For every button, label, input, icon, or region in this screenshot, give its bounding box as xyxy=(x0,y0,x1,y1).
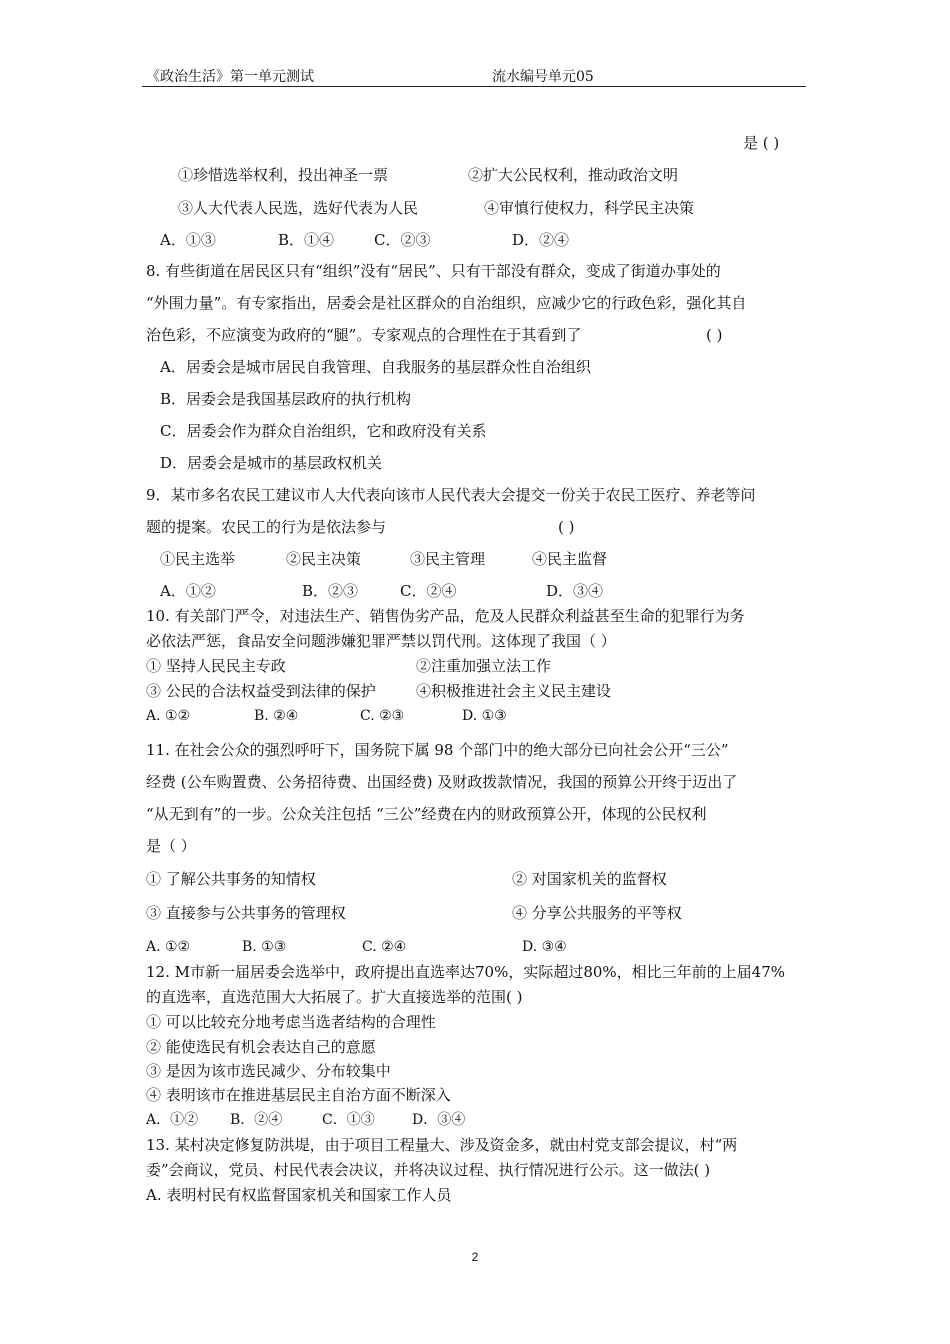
q9-choice-b: B．②③ xyxy=(302,582,359,600)
q11-option-2: ② 对国家机关的监督权 xyxy=(512,870,667,888)
q11-choice-a: A. ①② xyxy=(146,939,191,955)
q11-stem-line-3: “从无到有”的一步。公众关注包括 “三公”经费在内的财政预算公开，体现的公民权利 xyxy=(146,805,707,823)
q12-choice-b: B．②④ xyxy=(230,1112,283,1128)
header-rule xyxy=(142,86,806,87)
q8-stem-line-1: 8. 有些街道在居民区只有“组织”没有“居民”、只有干部没有群众，变成了街道办事处的 xyxy=(146,262,721,280)
q10-stem-line-2: 必依法严惩，食品安全问题涉嫌犯罪严禁以罚代刑。这体现了我国（ ） xyxy=(146,632,616,650)
q9-choice-d: D．③④ xyxy=(546,582,604,600)
q12-option-4: ④ 表明该市在推进基层民主自治方面不断深入 xyxy=(146,1086,451,1104)
q11-stem-line-2: 经费 (公车购置费、公务招待费、出国经费) 及财政拨款情况，我国的预算公开终于迈出了 xyxy=(146,773,738,791)
q7-choice-d: D．②④ xyxy=(512,231,570,249)
q7-option-1: ①珍惜选举权利，投出神圣一票 xyxy=(178,166,389,184)
q10-option-1: ① 坚持人民民主专政 xyxy=(146,657,286,675)
q9-option-4: ④民主监督 xyxy=(532,550,608,568)
q8-choice-b: B．居委会是我国基层政府的执行机构 xyxy=(160,390,412,408)
q10-stem-line-1: 10. 有关部门严令，对违法生产、销售伪劣产品，危及人民群众利益甚至生命的犯罪行为务 xyxy=(146,607,745,625)
q13-stem-line-1: 13. 某村决定修复防洪堤，由于项目工程量大、涉及资金多，就由村党支部会提议，村“两 xyxy=(146,1136,738,1154)
q12-stem-line-2: 的直选率，直选范围大大拓展了。扩大直接选举的范围( ) xyxy=(146,988,523,1006)
q11-option-4: ④ 分享公共服务的平等权 xyxy=(512,904,682,922)
q8-stem-line-3: 治色彩，不应演变为政府的“腿”。专家观点的合理性在于其看到了 xyxy=(146,326,582,344)
q9-stem-line-1: 9．某市多名农民工建议市人大代表向该市人民代表大会提交一份关于农民工医疗、养老等问 xyxy=(146,486,756,504)
q12-choice-a: A．①② xyxy=(146,1112,199,1128)
q11-choice-c: C. ②④ xyxy=(362,939,407,955)
q12-option-3: ③ 是因为该市选民减少、分布较集中 xyxy=(146,1062,391,1080)
q9-stem-line-2: 题的提案。农民工的行为是依法参与 xyxy=(146,518,387,536)
q9-option-2: ②民主决策 xyxy=(286,550,362,568)
header-right: 流水编号单元05 xyxy=(492,69,594,85)
q10-choice-b: B. ②④ xyxy=(254,708,299,724)
q8-choice-c: C．居委会作为群众自治组织，它和政府没有关系 xyxy=(160,422,487,440)
q8-answer-bracket: ( ) xyxy=(706,326,723,344)
q10-option-4: ④积极推进社会主义民主建设 xyxy=(416,682,612,700)
q10-choice-d: D. ①③ xyxy=(462,708,507,724)
page-number: 2 xyxy=(471,1250,479,1264)
q10-option-3: ③ 公民的合法权益受到法律的保护 xyxy=(146,682,376,700)
q9-option-3: ③民主管理 xyxy=(410,550,486,568)
q11-option-1: ① 了解公共事务的知情权 xyxy=(146,870,316,888)
q7-option-3: ③人大代表人民选，选好代表为人民 xyxy=(178,199,419,217)
q7-choice-a: A．①③ xyxy=(160,231,216,249)
q11-choice-b: B. ①③ xyxy=(242,939,287,955)
q9-answer-bracket: ( ) xyxy=(558,518,575,536)
q13-stem-line-2: 委”会商议，党员、村民代表会决议，并将决议过程、执行情况进行公示。这一做法( ) xyxy=(146,1161,711,1179)
q10-choice-a: A. ①② xyxy=(146,708,191,724)
q12-option-2: ② 能使选民有机会表达自己的意愿 xyxy=(146,1038,376,1056)
q12-choice-d: D．③④ xyxy=(412,1112,466,1128)
q9-choice-c: C．②④ xyxy=(400,582,457,600)
q8-choice-d: D．居委会是城市的基层政权机关 xyxy=(160,454,383,472)
q12-stem-line-1: 12. M市新一届居委会选举中，政府提出直选率达70%，实际超过80%，相比三年前的上届47% xyxy=(146,963,786,981)
q12-choice-c: C．①③ xyxy=(322,1112,375,1128)
q11-stem-line-1: 11. 在社会公众的强烈呼吁下，国务院下属 98 个部门中的绝大部分已向社会公开“三公” xyxy=(146,741,729,759)
q12-option-1: ① 可以比较充分地考虑当选者结构的合理性 xyxy=(146,1013,436,1031)
q7-choice-b: B．①④ xyxy=(278,231,335,249)
q9-choice-a: A．①② xyxy=(160,582,216,600)
q10-choice-c: C. ②③ xyxy=(360,708,405,724)
q9-option-1: ①民主选举 xyxy=(160,550,236,568)
q11-choice-d: D. ③④ xyxy=(522,939,567,955)
q13-choice-a: A. 表明村民有权监督国家机关和国家工作人员 xyxy=(146,1186,452,1204)
q7-choice-c: C．②③ xyxy=(374,231,431,249)
q10-option-2: ②注重加强立法工作 xyxy=(416,657,552,675)
q8-stem-line-2: “外围力量”。有专家指出，居委会是社区群众的自治组织，应减少它的行政色彩，强化其自 xyxy=(146,294,747,312)
header-left: 《政治生活》第一单元测试 xyxy=(146,69,314,85)
q11-stem-line-4: 是（ ） xyxy=(146,837,196,855)
q7-option-2: ②扩大公民权利，推动政治文明 xyxy=(468,166,679,184)
q7-answer-bracket: 是 ( ) xyxy=(743,134,780,152)
q8-choice-a: A．居委会是城市居民自我管理、自我服务的基层群众性自治组织 xyxy=(160,358,591,376)
q11-option-3: ③ 直接参与公共事务的管理权 xyxy=(146,904,346,922)
q7-option-4: ④审慎行使权力，科学民主决策 xyxy=(484,199,695,217)
